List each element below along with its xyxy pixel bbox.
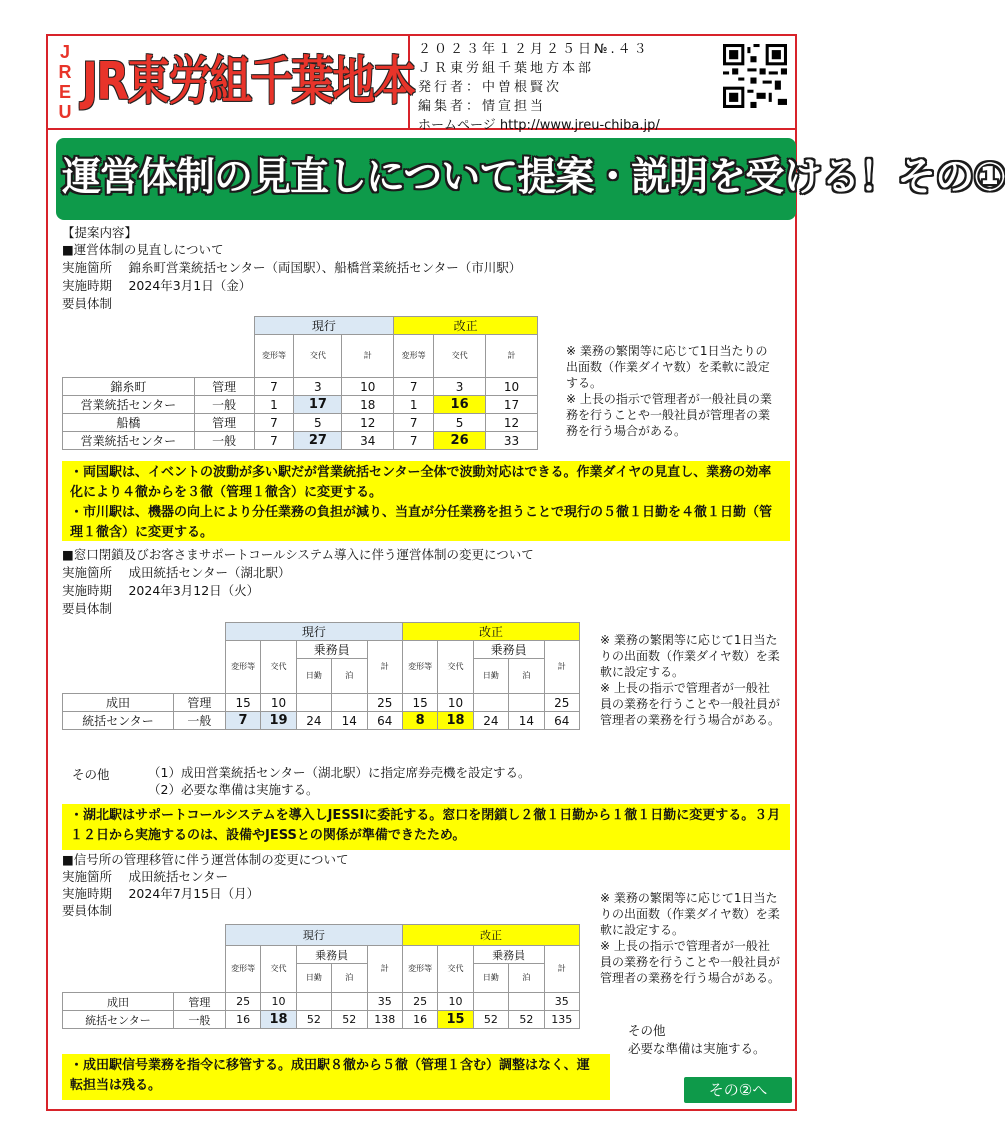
s1-staff-table [62, 316, 538, 450]
s2-col-koutai: 交代 [261, 641, 296, 694]
s3-genkou-header: 現行 [225, 925, 402, 946]
cell: 16 [225, 1011, 260, 1029]
cell [509, 993, 544, 1011]
row-label: 錦糸町 [63, 378, 195, 396]
s2-col-jomuin: 乗務員 [473, 641, 544, 659]
headline-banner [56, 138, 1005, 220]
s2-col-jomuin: 乗務員 [296, 641, 367, 659]
s3-col-jomuin: 乗務員 [473, 946, 544, 964]
publication-info [410, 36, 795, 133]
s1-col-kei: 計 [342, 335, 394, 378]
table-row [63, 432, 538, 450]
cell: 34 [342, 432, 394, 450]
s1-col-henkei: 変形等 [394, 335, 434, 378]
cell: 18 [342, 396, 394, 414]
s2-date: 実施時期 2024年3月12日（火） [62, 583, 260, 598]
cell: 16 [402, 1011, 437, 1029]
s3-col-nikkin: 日勤 [296, 964, 331, 993]
row-type: 管理 [173, 694, 225, 712]
cell: 12 [486, 414, 538, 432]
row-label: 成田 [63, 993, 174, 1011]
s1-highlight: ・両国駅は、イベントの波動が多い駅だが営業統括センター全体で波動対応はできる。作業ダイヤの見直し、業務の効率化により４徹からを３徹（管理１徹含）に変更する。 ・市川駅は、機器の向上により分任業務の負担が減り、当直が分任業務を担うことで現行の５徹１日勤を４徹１日勤（管理１徹含）に変更する。 [62, 461, 790, 541]
cell [473, 694, 508, 712]
s3-heading: ■信号所の管理移管に伴う運営体制の変更について [62, 852, 349, 867]
s1-col-kei: 計 [486, 335, 538, 378]
headline: 運営体制の見直しについて提案・説明を受ける！その① [62, 155, 1005, 200]
cell: 24 [296, 712, 331, 730]
newsletter-title: JR東労組千葉地本 [82, 52, 415, 112]
s3-highlight: ・成田駅信号業務を指令に移管する。成田駅８徹から５徹（管理１含む）調整はなく、運転担当は残る。 [62, 1054, 610, 1100]
cell: 7 [254, 432, 294, 450]
s3-staff-table [62, 924, 580, 1029]
cell: 25 [544, 694, 579, 712]
row-type: 一般 [173, 712, 225, 730]
s3-col-jomuin: 乗務員 [296, 946, 367, 964]
s2-other-label: その他 [72, 767, 110, 782]
cell [332, 993, 367, 1011]
s2-col-kei: 計 [544, 641, 579, 694]
editor: 編集者：情宣担当 [418, 99, 547, 114]
organization: ＪＲ東労組千葉地方本部 [418, 61, 595, 76]
intro-label: 【提案内容】 [62, 225, 138, 240]
cell: 25 [225, 993, 260, 1011]
cell: 16 [434, 396, 486, 414]
cell: 35 [544, 993, 579, 1011]
s2-heading: ■窓口閉鎖及びお客さまサポートコールシステム導入に伴う運営体制の変更について [62, 547, 534, 562]
s3-kaisei-header: 改正 [402, 925, 579, 946]
issue-date: ２０２３年１２月２５日№.４３ [418, 42, 650, 57]
table-row [63, 396, 538, 414]
cell: 12 [342, 414, 394, 432]
masthead [48, 36, 415, 130]
cell: 64 [544, 712, 579, 730]
cell: 14 [332, 712, 367, 730]
s2-other-1: （1）成田営業統括センター（湖北駅）に指定席券売機を設定する。 [148, 765, 531, 780]
s1-kaisei-header: 改正 [394, 317, 538, 335]
cell: 7 [394, 432, 434, 450]
s3-other-label: その他 [628, 1023, 666, 1038]
cell: 64 [367, 712, 402, 730]
cell: 3 [294, 378, 342, 396]
cell: 10 [261, 993, 296, 1011]
cell: 3 [434, 378, 486, 396]
s1-genkou-header: 現行 [254, 317, 394, 335]
cell: 27 [294, 432, 342, 450]
s2-place: 実施箇所 成田統括センター（湖北駅） [62, 565, 291, 580]
s3-col-nikkin: 日勤 [473, 964, 508, 993]
s2-highlight: ・湖北駅はサポートコールシステムを導入しJESSIに委託する。窓口を閉鎖し２徹１日勤から１徹１日勤に変更する。３月１２日から実施するのは、設備やJESSとの関係が準備できたため。 [62, 804, 790, 850]
s3-col-henkei: 変形等 [225, 946, 260, 993]
cell: 10 [438, 694, 473, 712]
next-page-button[interactable]: その②へ [684, 1077, 792, 1103]
s1-note: ※ 業務の繁閑等に応じて1日当たりの出面数（作業ダイヤ数）を柔軟に設定する。 ※ 上長の指示で管理者が一般社員の業務を行うことや一般社員が管理者の業務を行う場合がある。 [566, 344, 772, 438]
cell: 52 [332, 1011, 367, 1029]
s2-col-haku: 泊 [332, 659, 367, 694]
s3-col-haku: 泊 [332, 964, 367, 993]
s3-other-text: 必要な準備は実施する。 [628, 1041, 766, 1056]
cell: 26 [434, 432, 486, 450]
cell: 15 [402, 694, 437, 712]
s1-staff-label: 要員体制 [62, 296, 113, 311]
cell: 19 [261, 712, 296, 730]
row-type: 管理 [173, 993, 225, 1011]
s1-col-henkei: 変形等 [254, 335, 294, 378]
row-label: 船橋 [63, 414, 195, 432]
cell: 138 [367, 1011, 402, 1029]
table-row [63, 712, 580, 730]
cell: 15 [438, 1011, 473, 1029]
cell: 135 [544, 1011, 579, 1029]
s1-date: 実施時期 2024年3月1日（金） [62, 278, 252, 293]
cell: 1 [394, 396, 434, 414]
cell [296, 694, 331, 712]
cell: 35 [367, 993, 402, 1011]
row-label: 営業統括センター [63, 396, 195, 414]
row-type: 管理 [194, 414, 254, 432]
s2-col-kei: 計 [367, 641, 402, 694]
s3-col-kei: 計 [544, 946, 579, 993]
s2-col-nikkin: 日勤 [473, 659, 508, 694]
cell: 10 [342, 378, 394, 396]
s3-col-koutai: 交代 [438, 946, 473, 993]
cell: 15 [225, 694, 260, 712]
cell: 24 [473, 712, 508, 730]
row-type: 管理 [194, 378, 254, 396]
cell: 25 [402, 993, 437, 1011]
cell [473, 993, 508, 1011]
s3-place: 実施箇所 成田統括センター [62, 869, 228, 884]
cell: 52 [509, 1011, 544, 1029]
cell: 5 [434, 414, 486, 432]
cell: 17 [294, 396, 342, 414]
row-type: 一般 [173, 1011, 225, 1029]
s2-col-henkei: 変形等 [402, 641, 437, 694]
s2-col-nikkin: 日勤 [296, 659, 331, 694]
cell: 7 [225, 712, 260, 730]
s1-place: 実施箇所 錦糸町営業統括センター（両国駅）、船橋営業統括センター（市川駅） [62, 260, 522, 275]
s2-staff-table [62, 622, 580, 730]
cell: 25 [367, 694, 402, 712]
cell: 7 [254, 414, 294, 432]
table-row [63, 993, 580, 1011]
s3-col-henkei: 変形等 [402, 946, 437, 993]
s2-kaisei-header: 改正 [402, 623, 579, 641]
table-row [63, 1011, 580, 1029]
cell: 14 [509, 712, 544, 730]
s2-note: ※ 業務の繁閑等に応じて1日当たりの出面数（作業ダイヤ数）を柔軟に設定する。 ※ 上長の指示で管理者が一般社員の業務を行うことや一般社員が管理者の業務を行う場合がある。 [600, 633, 781, 727]
row-label: 統括センター [63, 1011, 174, 1029]
s3-note: ※ 業務の繁閑等に応じて1日当たりの出面数（作業ダイヤ数）を柔軟に設定する。 ※ 上長の指示で管理者が一般社員の業務を行うことや一般社員が管理者の業務を行う場合がある。 [600, 891, 781, 985]
side-logo: J R E U [58, 42, 72, 122]
s1-col-koutai: 交代 [434, 335, 486, 378]
row-type: 一般 [194, 396, 254, 414]
row-type: 一般 [194, 432, 254, 450]
row-label: 営業統括センター [63, 432, 195, 450]
s2-col-koutai: 交代 [438, 641, 473, 694]
qr-code-icon[interactable] [723, 44, 787, 108]
s2-other-2: （2）必要な準備は実施する。 [148, 782, 319, 797]
row-label: 統括センター [63, 712, 174, 730]
cell: 10 [261, 694, 296, 712]
cell: 10 [438, 993, 473, 1011]
s3-col-koutai: 交代 [261, 946, 296, 993]
cell [332, 694, 367, 712]
table-row [63, 378, 538, 396]
table-row [63, 414, 538, 432]
cell: 52 [296, 1011, 331, 1029]
s3-col-kei: 計 [367, 946, 402, 993]
s2-staff-label: 要員体制 [62, 601, 113, 616]
cell: 1 [254, 396, 294, 414]
cell: 5 [294, 414, 342, 432]
s2-genkou-header: 現行 [225, 623, 402, 641]
cell: 10 [486, 378, 538, 396]
s2-col-henkei: 変形等 [225, 641, 260, 694]
cell [296, 993, 331, 1011]
table-row [63, 694, 580, 712]
publisher: 発行者：中曽根賢次 [418, 80, 563, 95]
homepage-link[interactable]: ホームページ http://www.jreu-chiba.jp/ [418, 118, 660, 133]
cell: 7 [394, 378, 434, 396]
s1-heading: ■運営体制の見直しについて [62, 242, 224, 257]
cell: 18 [438, 712, 473, 730]
cell [509, 694, 544, 712]
s3-staff-label: 要員体制 [62, 903, 113, 918]
s1-col-koutai: 交代 [294, 335, 342, 378]
cell: 18 [261, 1011, 296, 1029]
s2-col-haku: 泊 [509, 659, 544, 694]
cell: 52 [473, 1011, 508, 1029]
s3-date: 実施時期 2024年7月15日（月） [62, 886, 260, 901]
cell: 17 [486, 396, 538, 414]
row-label: 成田 [63, 694, 174, 712]
cell: 8 [402, 712, 437, 730]
cell: 7 [254, 378, 294, 396]
cell: 7 [394, 414, 434, 432]
s3-col-haku: 泊 [509, 964, 544, 993]
cell: 33 [486, 432, 538, 450]
